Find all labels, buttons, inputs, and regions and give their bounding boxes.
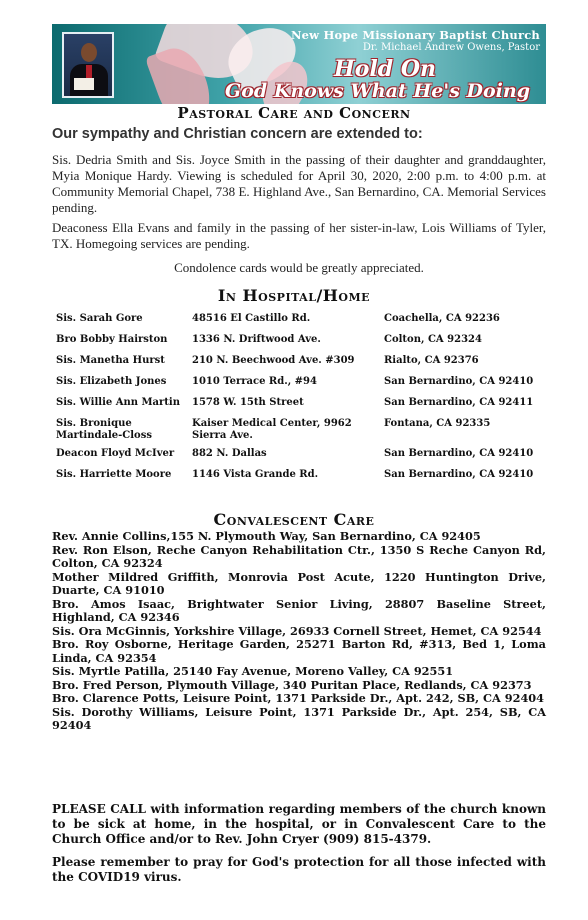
table-row — [54, 466, 546, 487]
list-item: Sis. Myrtle Patilla, 25140 Fay Avenue, Moreno Valley, CA 92551 — [52, 664, 454, 678]
member-city: Colton, CA 92324 — [384, 334, 482, 345]
pastor-photo — [62, 32, 114, 98]
list-item: Bro. Amos Isaac, Brightwater Senior Living, 28807 Baseline Street, Highland, CA 92346 — [52, 596, 546, 624]
hospital-home-table — [54, 310, 546, 487]
member-name: Sis. Willie Ann Martin — [56, 397, 180, 408]
member-address: 882 N. Dallas — [192, 448, 267, 459]
member-city: San Bernardino, CA 92411 — [384, 397, 534, 408]
theme-line-1: Hold On — [333, 56, 436, 82]
member-name: Sis. Bronique Martindale-Closs — [56, 418, 152, 441]
list-item: Bro. Clarence Potts, Leisure Point, 1371 Parkside Dr., Apt. 242, SB, CA 92404 — [52, 691, 545, 705]
convalescent-list — [52, 530, 546, 733]
member-city: Coachella, CA 92236 — [384, 313, 500, 324]
list-item: Sis. Ora McGinnis, Yorkshire Village, 26933 Cornell Street, Hemet, CA 92544 — [52, 623, 542, 638]
member-city: San Bernardino, CA 92410 — [384, 376, 534, 387]
list-item: Mother Mildred Griffith, Monrovia Post Acute, 1220 Huntington Drive, Duarte, CA 91010 — [52, 569, 546, 597]
member-address: 1578 W. 15th Street — [192, 397, 304, 408]
member-name: Sis. Harriette Moore — [56, 469, 172, 480]
sympathy-heading: Our sympathy and Christian concern are extended to: — [52, 126, 423, 142]
member-address: 1010 Terrace Rd., #94 — [192, 376, 317, 387]
list-item: Bro. Fred Person, Plymouth Village, 340 Puritan Place, Redlands, CA 92373 — [52, 677, 532, 692]
member-name: Sis. Sarah Gore — [56, 313, 143, 324]
call-notice: PLEASE CALL with information regarding members of the church known to be sick at home, in the hospital, or in Convalescent Care to the Church Office and/or to Rev. John Cryer (909) 815-4379. — [52, 802, 546, 846]
list-item: Rev. Annie Collins,155 N. Plymouth Way, San Bernardino, CA 92405 — [52, 529, 481, 543]
list-item: Rev. Ron Elson, Reche Canyon Rehabilitation Ctr., 1350 S Reche Canyon Rd, Colton, CA 92324 — [52, 542, 546, 570]
table-row — [54, 445, 546, 466]
member-name: Sis. Elizabeth Jones — [56, 376, 167, 387]
prayer-notice: Please remember to pray for God's protection for all those infected with the COVID19 virus. — [52, 855, 546, 884]
header-banner — [52, 24, 546, 104]
condolence-paragraph: Sis. Dedria Smith and Sis. Joyce Smith in the passing of their daughter and granddaughter, Myia Monique Hardy. Viewing is scheduled for April 30, 2020, 2:00 p.m. to 4:00 p.m. at Community Memorial Chapel, 738 E. Highland Ave., San Bernardino, CA. Memorial Services pending. — [52, 152, 546, 215]
member-name: Deacon Floyd McIver — [56, 448, 175, 459]
table-row — [54, 352, 546, 373]
member-address: 1146 Vista Grande Rd. — [192, 469, 319, 480]
table-row — [54, 373, 546, 394]
list-item: Bro. Roy Osborne, Heritage Garden, 25271 Barton Rd, #313, Bed 1, Loma Linda, CA 92354 — [52, 637, 546, 665]
pastoral-care-title: Pastoral Care and Concern — [177, 104, 411, 122]
member-name: Bro Bobby Hairston — [56, 334, 168, 345]
member-address: Kaiser Medical Center, 9962 Sierra Ave. — [192, 418, 352, 441]
member-address: 48516 El Castillo Rd. — [192, 313, 311, 324]
table-row — [54, 415, 546, 445]
list-item: Sis. Dorothy Williams, Leisure Point, 1371 Parkside Dr., Apt. 254, SB, CA 92404 — [52, 704, 546, 732]
hospital-home-title: In Hospital/Home — [217, 286, 371, 305]
pastor-name: Dr. Michael Andrew Owens, Pastor — [362, 42, 540, 53]
member-city: Fontana, CA 92335 — [384, 418, 491, 429]
table-row — [54, 394, 546, 415]
member-city: San Bernardino, CA 92410 — [384, 448, 534, 459]
church-name: New Hope Missionary Baptist Church — [290, 28, 540, 42]
table-row — [54, 310, 546, 331]
member-city: Rialto, CA 92376 — [384, 355, 479, 366]
member-city: San Bernardino, CA 92410 — [384, 469, 534, 480]
condolence-paragraph: Deaconess Ella Evans and family in the passing of her sister-in-law, Lois Williams of Tyler, TX. Homegoing services are pending. — [52, 220, 546, 251]
condolence-cards-note: Condolence cards would be greatly appreciated. — [174, 260, 424, 275]
member-address: 1336 N. Driftwood Ave. — [192, 334, 321, 345]
member-name: Sis. Manetha Hurst — [56, 355, 165, 366]
convalescent-care-title: Convalescent Care — [213, 510, 375, 529]
member-address: 210 N. Beechwood Ave. #309 — [192, 355, 355, 366]
theme-line-2: God Knows What He's Doing — [225, 80, 530, 102]
table-row — [54, 331, 546, 352]
